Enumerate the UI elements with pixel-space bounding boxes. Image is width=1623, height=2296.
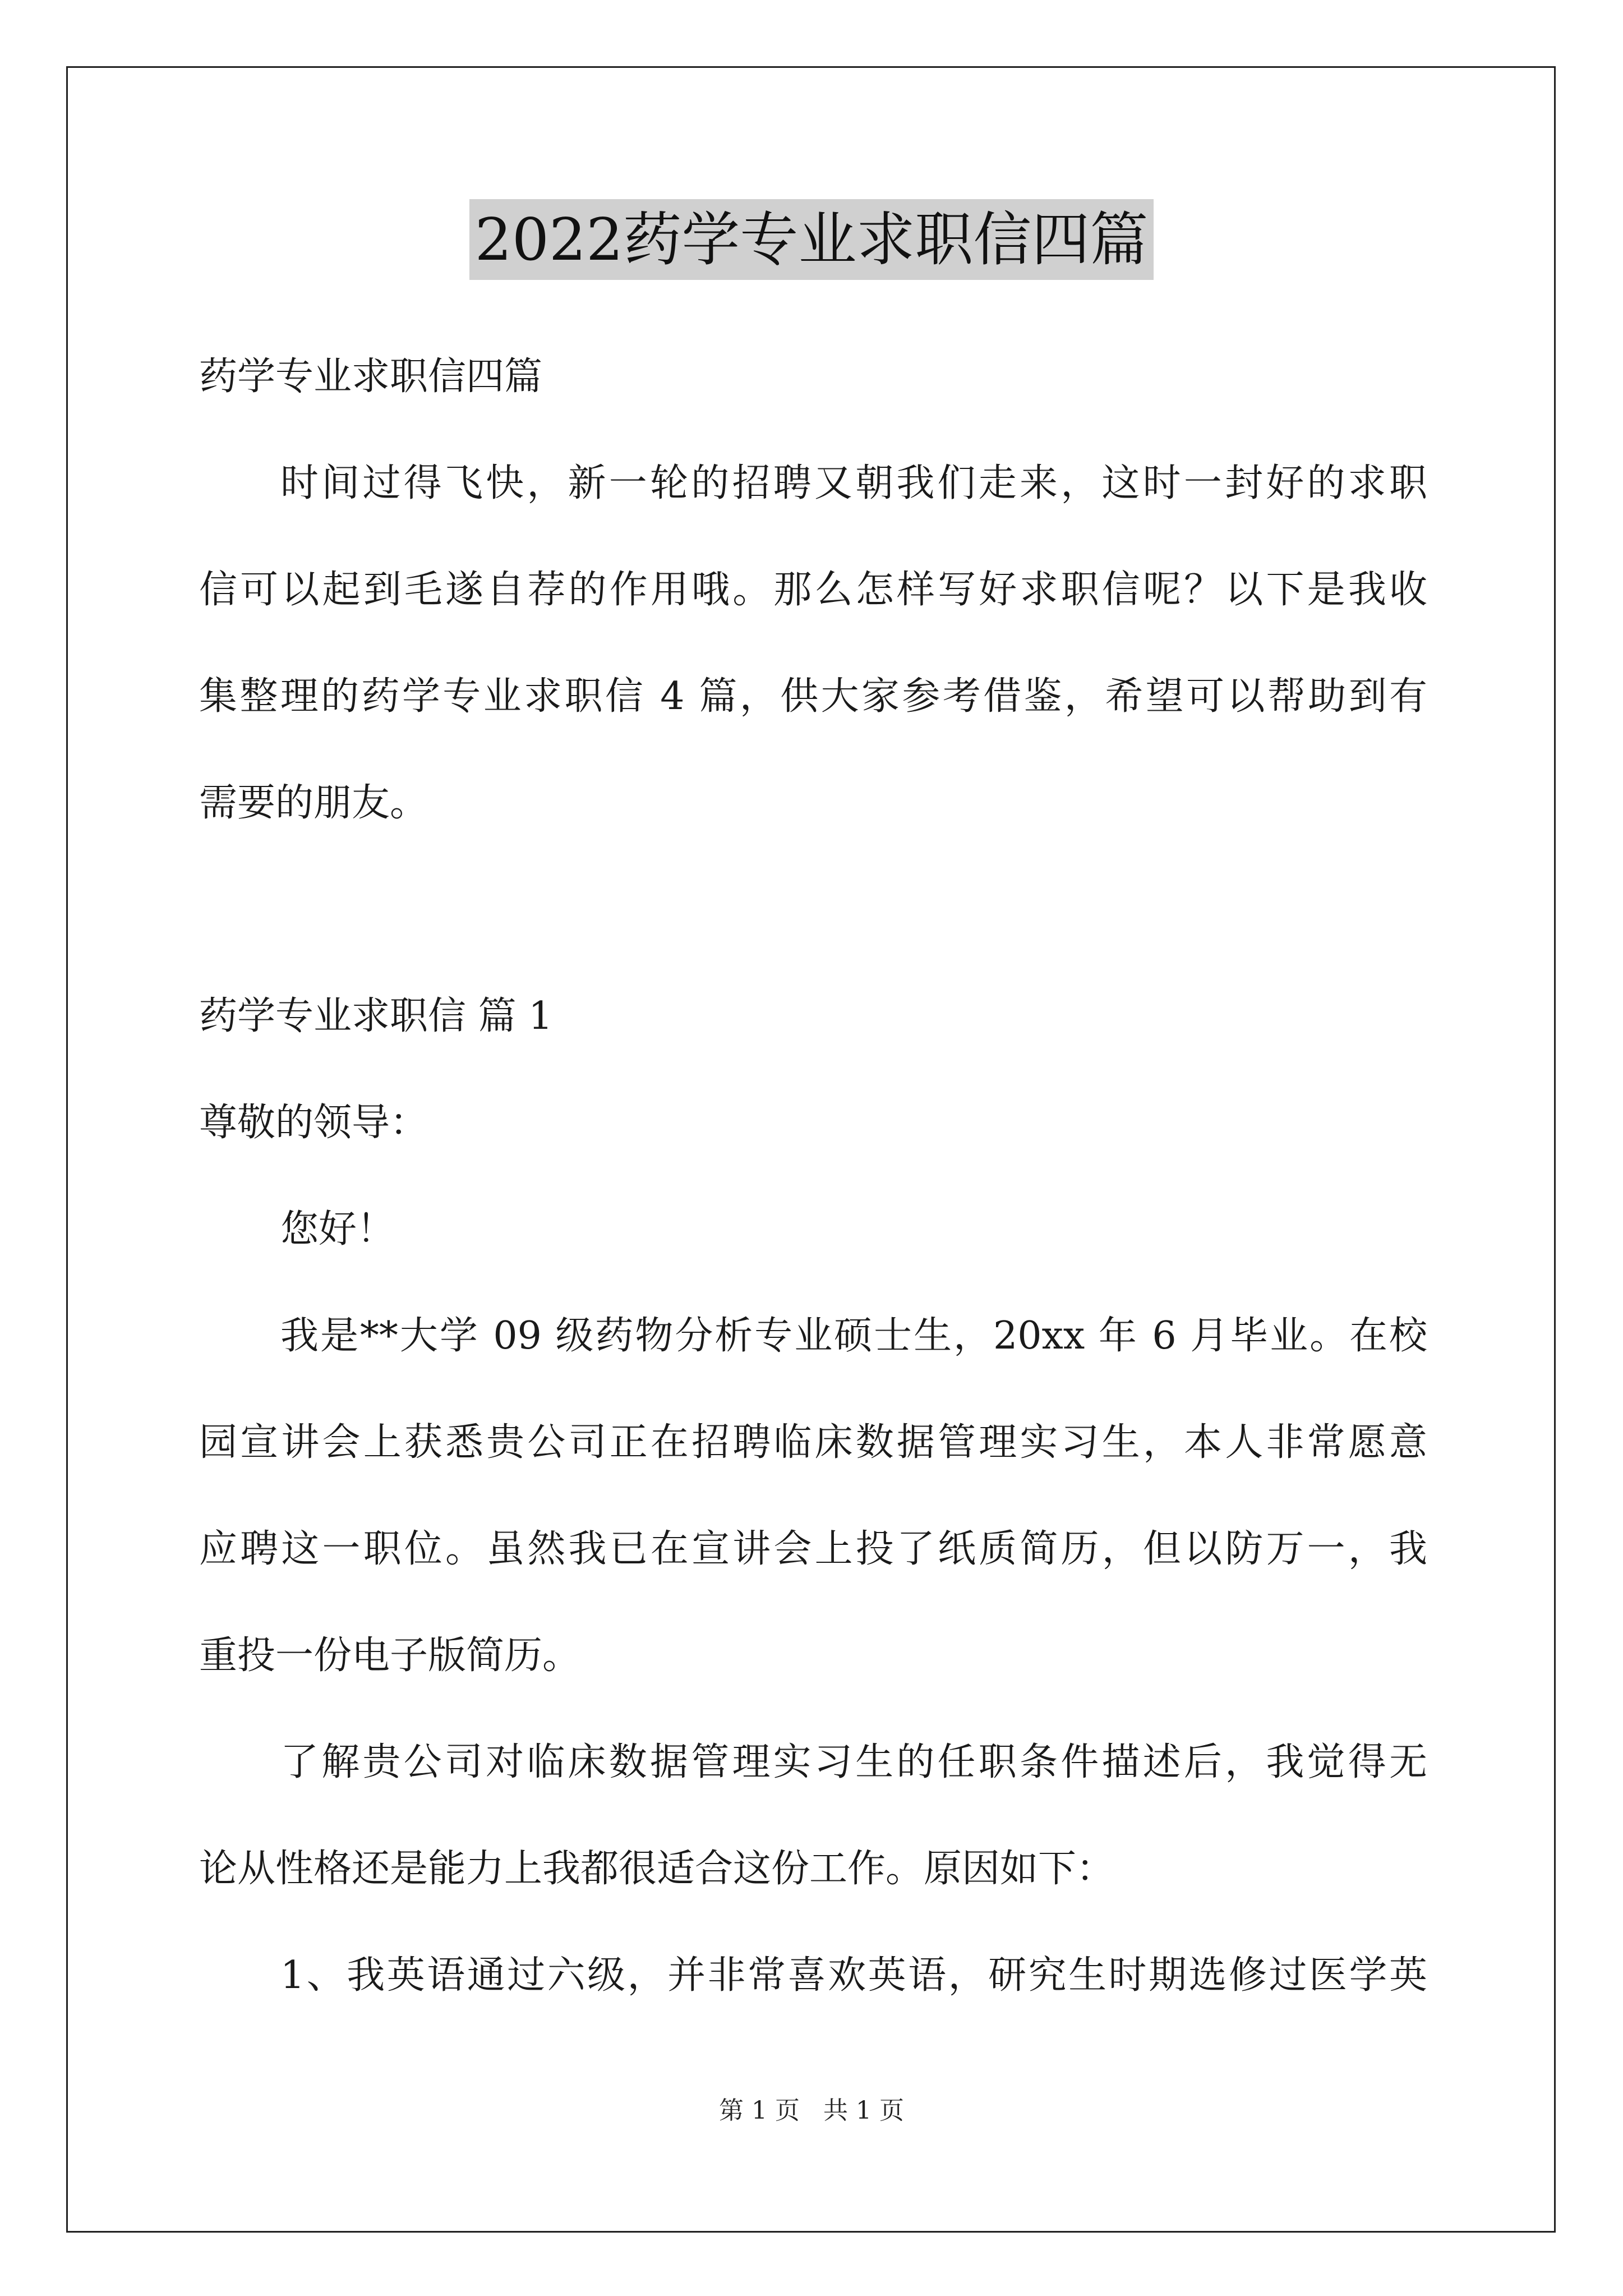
page-footer [0, 2095, 1623, 2127]
intro-line-4: 需要的朋友。 [199, 781, 428, 825]
section-heading: 药学专业求职信 篇 1 [199, 994, 553, 1038]
page-number: 第 1 页 [719, 2096, 800, 2125]
document-title: 2022药学专业求职信四篇 [469, 199, 1154, 280]
paragraph1-line-2: 园宣讲会上获悉贵公司正在招聘临床数据管理实习生，本人非常愿意 [199, 1420, 1427, 1465]
intro-line-1: 时间过得飞快，新一轮的招聘又朝我们走来，这时一封好的求职 [280, 461, 1427, 505]
document-subtitle: 药学专业求职信四篇 [199, 355, 543, 399]
paragraph1-line-4: 重投一份电子版简历。 [199, 1634, 581, 1678]
page-total: 共 1 页 [823, 2096, 904, 2125]
intro-line-2: 信可以起到毛遂自荐的作用哦。那么怎样写好求职信呢？以下是我收 [199, 568, 1427, 612]
salutation: 尊敬的领导： [199, 1101, 428, 1145]
paragraph2-line-1: 了解贵公司对临床数据管理实习生的任职条件描述后，我觉得无 [280, 1740, 1427, 1784]
paragraph1-line-3: 应聘这一职位。虽然我已在宣讲会上投了纸质简历，但以防万一，我 [199, 1527, 1427, 1571]
greeting: 您好！ [280, 1207, 395, 1251]
paragraph3-line-1: 1、我英语通过六级，并非常喜欢英语，研究生时期选修过医学英 [280, 1953, 1427, 1998]
intro-line-3: 集整理的药学专业求职信 4 篇，供大家参考借鉴，希望可以帮助到有 [199, 674, 1427, 719]
paragraph2-line-2: 论从性格还是能力上我都很适合这份工作。原因如下： [199, 1847, 1115, 1891]
paragraph1-line-1: 我是**大学 09 级药物分析专业硕士生，20xx 年 6 月毕业。在校 [280, 1314, 1427, 1358]
title-block [0, 199, 1623, 280]
